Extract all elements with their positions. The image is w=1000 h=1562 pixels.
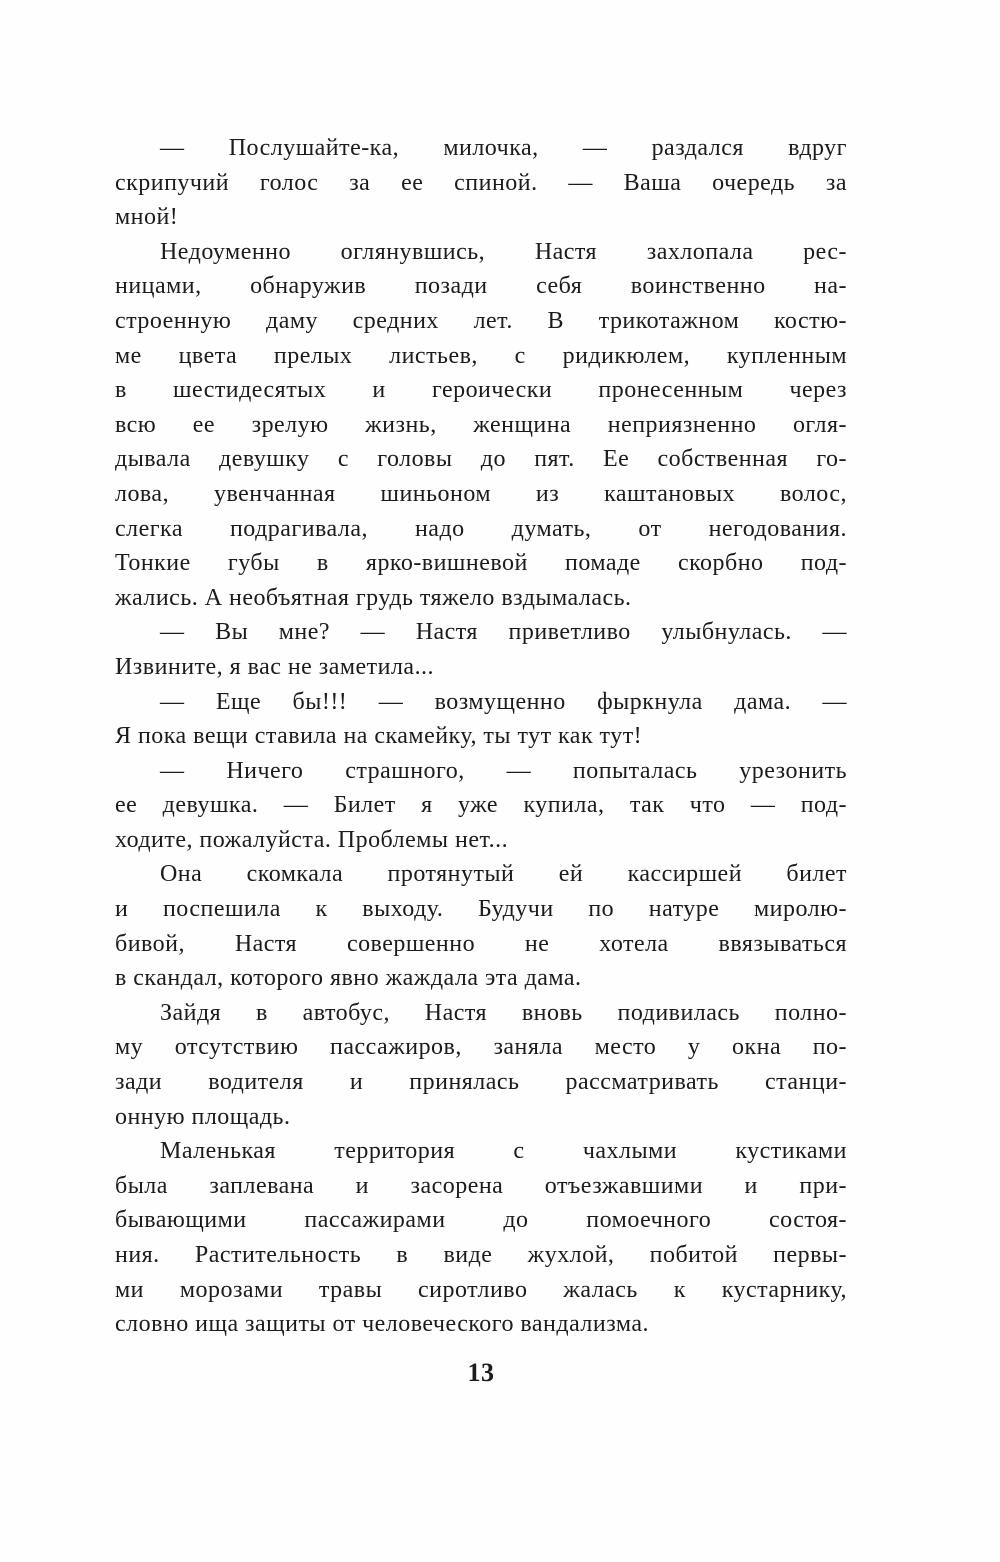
text-line: Маленькая территория с чахлыми кустиками bbox=[160, 1138, 847, 1165]
text-line: в скандал, которого явно жаждала эта дама. bbox=[115, 965, 582, 992]
text-line: строенную даму средних лет. В трикотажном костю- bbox=[115, 307, 847, 334]
text-line: — Послушайте-ка, милочка, — раздался вдруг bbox=[160, 135, 847, 161]
text-line: зади водителя и принялась рассматривать станци- bbox=[115, 1069, 847, 1096]
text-line: ее девушка. — Билет я уже купила, так что — под- bbox=[115, 792, 847, 819]
text-line: — Ничего страшного, — попыталась урезонить bbox=[160, 757, 847, 784]
text-line: — Вы мне? — Настя приветливо улыбнулась. — bbox=[160, 619, 847, 646]
text-line: всю ее зрелую жизнь, женщина неприязненно огля- bbox=[115, 411, 847, 438]
text-block bbox=[115, 131, 847, 1342]
text-line: ме цвета прелых листьев, с ридикюлем, купленным bbox=[115, 342, 847, 369]
text-line: ходите, пожалуйста. Проблемы нет... bbox=[115, 826, 509, 853]
text-line: ми морозами травы сиротливо жалась к кустарнику, bbox=[115, 1276, 847, 1303]
text-line: бывающими пассажирами до помоечного состоя- bbox=[115, 1207, 847, 1234]
text-line: Тонкие губы в ярко-вишневой помаде скорбно под- bbox=[115, 550, 847, 577]
paragraph bbox=[115, 857, 847, 995]
text-line: ницами, обнаружив позади себя воинственно на- bbox=[115, 273, 847, 300]
text-line: Зайдя в автобус, Настя вновь подивилась полно- bbox=[160, 999, 847, 1026]
text-line: му отсутствию пассажиров, заняла место у окна по- bbox=[115, 1034, 847, 1061]
paragraph bbox=[115, 131, 847, 235]
text-line: скрипучий голос за ее спиной. — Ваша очередь за bbox=[115, 169, 847, 196]
text-line: в шестидесятых и героически пронесенным через bbox=[115, 377, 847, 404]
text-line: ния. Растительность в виде жухлой, побитой первы- bbox=[115, 1242, 847, 1268]
text-line: слегка подрагивала, надо думать, от негодования. bbox=[115, 515, 847, 542]
page-number: 13 bbox=[467, 1358, 495, 1387]
text-line: мной! bbox=[115, 204, 179, 231]
text-line: онную площадь. bbox=[115, 1103, 291, 1130]
paragraph bbox=[115, 615, 847, 684]
text-line: бивой, Настя совершенно не хотела ввязываться bbox=[115, 930, 847, 957]
text-line: лова, увенчанная шиньоном из каштановых волос, bbox=[115, 480, 847, 507]
paragraph bbox=[115, 685, 847, 754]
text-line: жались. А необъятная грудь тяжело вздымалась. bbox=[115, 584, 632, 611]
paragraph bbox=[115, 235, 847, 616]
paragraph bbox=[115, 1134, 847, 1342]
text-line: — Еще бы!!! — возмущенно фыркнула дама. — bbox=[160, 688, 847, 715]
paragraph bbox=[115, 754, 847, 858]
text-line: дывала девушку с головы до пят. Ее собственная го- bbox=[115, 446, 847, 473]
text-line: была заплевана и засорена отъезжавшими и при- bbox=[115, 1172, 847, 1199]
text-line: Я пока вещи ставила на скамейку, ты тут как тут! bbox=[115, 723, 643, 750]
text-line: Недоуменно оглянувшись, Настя захлопала рес- bbox=[160, 238, 847, 265]
text-line: и поспешила к выходу. Будучи по натуре миролю- bbox=[115, 896, 847, 923]
text-line: Она скомкала протянутый ей кассиршей билет bbox=[160, 861, 847, 888]
paragraph bbox=[115, 996, 847, 1134]
text-line: Извините, я вас не заметила... bbox=[115, 653, 435, 680]
text-line: словно ища защиты от человеческого вандализма. bbox=[115, 1311, 649, 1338]
